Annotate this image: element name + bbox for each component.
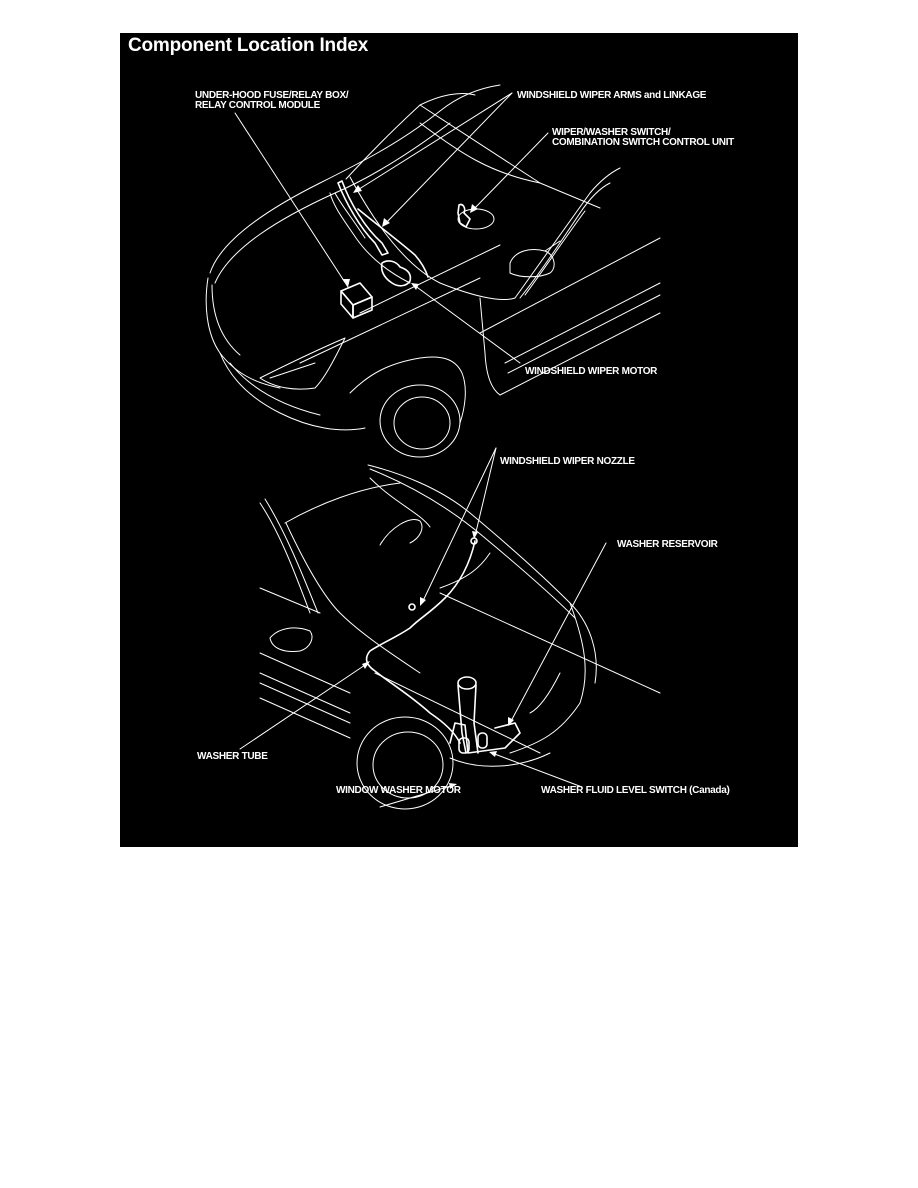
label-window-washer-motor: WINDOW WASHER MOTOR [336, 785, 461, 796]
label-under-hood-fuse-relay-box: UNDER-HOOD FUSE/RELAY BOX/ RELAY CONTROL MODULE [195, 90, 349, 111]
label-windshield-wiper-nozzle: WINDSHIELD WIPER NOZZLE [500, 456, 635, 467]
top-car-illustration [120, 33, 798, 847]
page-title: Component Location Index [128, 35, 369, 56]
component-location-panel [120, 33, 798, 847]
label-washer-reservoir: WASHER RESERVOIR [617, 539, 718, 550]
label-windshield-wiper-motor: WINDSHIELD WIPER MOTOR [525, 366, 658, 377]
label-washer-tube: WASHER TUBE [197, 751, 268, 762]
label-washer-fluid-level-switch: WASHER FLUID LEVEL SWITCH (Canada) [541, 785, 730, 796]
label-wiper-washer-switch: WIPER/WASHER SWITCH/ COMBINATION SWITCH CONTROL UNIT [552, 127, 734, 148]
label-windshield-wiper-arms: WINDSHIELD WIPER ARMS and LINKAGE [517, 90, 707, 101]
